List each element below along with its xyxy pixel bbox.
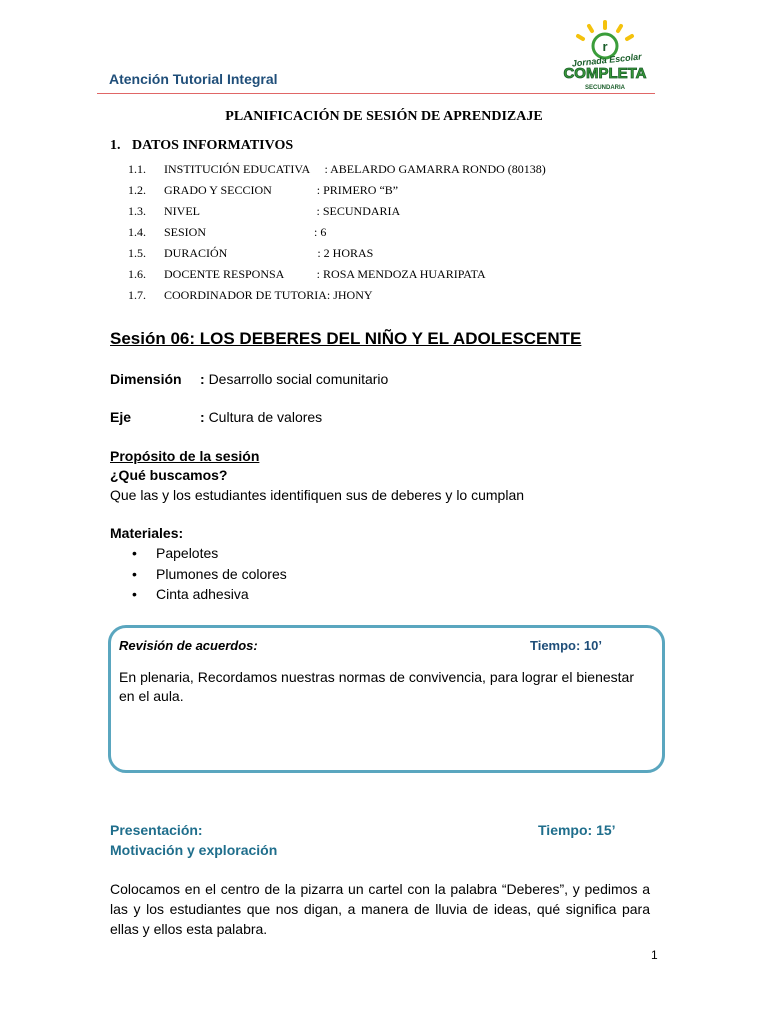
dimension-colon: : [200, 371, 205, 387]
info-number: 1.4. [128, 225, 146, 239]
list-item: • Plumones de colores [110, 564, 287, 585]
eje-colon: : [200, 409, 205, 425]
header-title: Atención Tutorial Integral [109, 71, 278, 87]
info-number: 1.6. [128, 267, 146, 281]
purpose-heading: Propósito de la sesión [110, 448, 260, 464]
session-title: Sesión 06: LOS DEBERES DEL NIÑO Y EL ADOLESCENTE [110, 329, 582, 348]
presentation-time: Tiempo: 15’ [538, 822, 616, 838]
purpose-text: Que las y los estudiantes identifiquen sus de deberes y lo cumplan [110, 487, 525, 503]
eje-value: Cultura de valores [208, 409, 323, 425]
logo-text-top: Jornada Escolar [571, 51, 643, 69]
page-number: 1 [651, 948, 658, 962]
dimension-field [110, 371, 388, 387]
info-number: 1.2. [128, 183, 146, 197]
info-text: NIVEL : SECUNDARIA [164, 204, 401, 218]
dimension-value: Desarrollo social comunitario [208, 371, 389, 387]
info-number: 1.5. [128, 246, 146, 260]
info-text: DURACIÓN : 2 HORAS [164, 246, 374, 260]
info-number: 1.1. [128, 162, 146, 176]
info-text: SESION : 6 [164, 225, 327, 239]
section-heading [110, 138, 293, 154]
purpose-question: ¿Qué buscamos? [110, 467, 228, 483]
materials-list [110, 543, 287, 605]
eje-label: Eje [110, 409, 132, 425]
presentation-heading: Presentación: [110, 822, 203, 838]
document-title: PLANIFICACIÓN DE SESIÓN DE APRENDIZAJE [225, 109, 543, 124]
list-item: • Papelotes [110, 543, 287, 564]
review-heading: Revisión de acuerdos: [119, 638, 258, 653]
info-number: 1.3. [128, 204, 146, 218]
dimension-label: Dimensión [110, 371, 182, 387]
info-text: GRADO Y SECCION : PRIMERO “B” [164, 183, 399, 197]
section-title: DATOS INFORMATIVOS [132, 138, 294, 153]
review-text: En plenaria, Recordamos nuestras normas de convivencia, para lograr el bienestar en el aula. [119, 669, 634, 704]
logo-text-sub: SECUNDARIA [584, 85, 626, 91]
presentation-text: Colocamos en el centro de la pizarra un cartel con la palabra “Deberes”, y pedimos a las y los estudiantes que nos digan, a manera de lluvia de ideas, qué significa para ellas y ellos esta palabra. [110, 881, 650, 937]
info-text: DOCENTE RESPONSA : ROSA MENDOZA HUARIPATA [164, 267, 486, 281]
svg-text:r: r [602, 39, 608, 54]
list-item: • Cinta adhesiva [110, 584, 287, 605]
materials-heading: Materiales: [110, 525, 184, 541]
motivation-subheading: Motivación y exploración [110, 842, 278, 858]
logo-text-main: COMPLETA [563, 65, 647, 82]
eje-field [110, 409, 322, 425]
section-number: 1. [110, 138, 121, 153]
info-text: INSTITUCIÓN EDUCATIVA : ABELARDO GAMARRA RONDO (80138) [164, 162, 546, 176]
jornada-escolar-completa-logo [555, 18, 655, 94]
info-number: 1.7. [128, 288, 146, 302]
info-text: COORDINADOR DE TUTORIA: JHONY [164, 288, 373, 302]
review-time: Tiempo: 10’ [530, 638, 603, 653]
